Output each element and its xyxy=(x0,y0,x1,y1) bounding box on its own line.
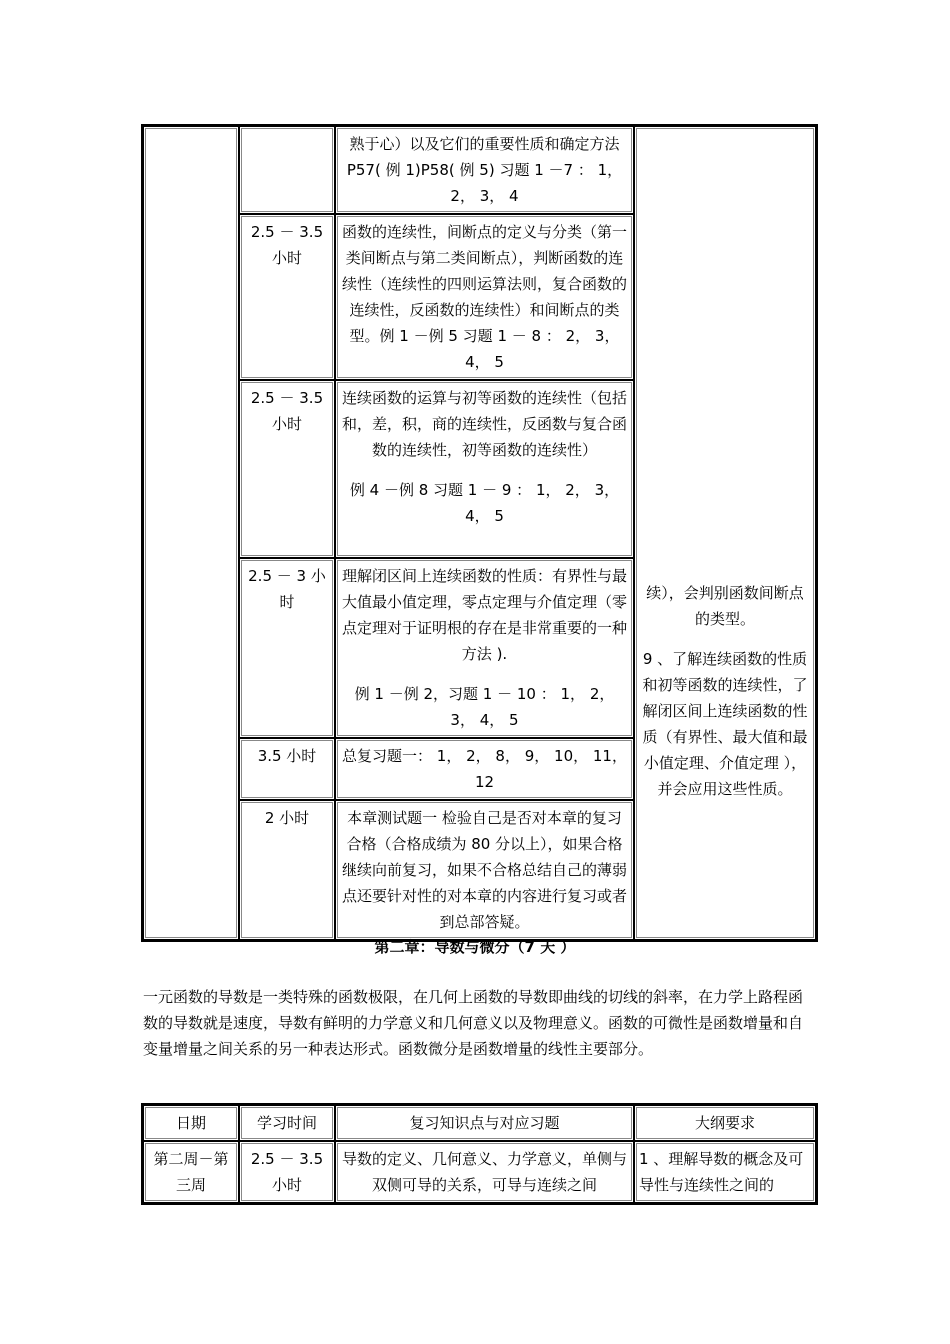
chapter-intro-paragraph: 一元函数的导数是一类特殊的函数极限，在几何上函数的导数即曲线的切线的斜率，在力学上路程函数的导数就是速度，导数有鲜明的力学意义和几何意义以及物理意义。函数的可微性是函数增量和自变量增量之间关系的另一种表达形式。函数微分是函数增量的线性主要部分。 xyxy=(143,988,804,1058)
time-cell: 2 小时 xyxy=(239,800,335,940)
content-cell: 熟于心）以及它们的重要性质和确定方法 P57( 例 1)P58( 例 5) 习题 1 －7 ： 1， 2， 3， 4 xyxy=(335,126,634,214)
requirement-cell: 1 、理解导数的概念及可导性与连续性之间的 xyxy=(634,1141,816,1203)
requirement-text-a: 续），会判别函数间断点的类型。 xyxy=(646,584,804,628)
content-cell: 导数的定义、几何意义、力学意义，单侧与双侧可导的关系，可导与连续之间 xyxy=(335,1141,634,1203)
header-date: 日期 xyxy=(143,1105,239,1141)
requirement-cell xyxy=(634,126,816,940)
content-cell xyxy=(335,558,634,738)
content-paragraph: 连续函数的运算与初等函数的连续性（包括和，差，积，商的连续性，反函数与复合函数的连续性，初等函数的连续性） xyxy=(341,389,627,459)
time-cell: 3.5 小时 xyxy=(239,738,335,800)
header-requirement: 大纲要求 xyxy=(634,1105,816,1141)
time-cell xyxy=(239,126,335,214)
content-cell: 本章测试题一 检验自己是否对本章的复习合格（合格成绩为 80 分以上），如果合格继续向前复习，如果不合格总结自己的薄弱点还要针对性的对本章的内容进行复习或者到总部答疑。 xyxy=(335,800,634,940)
time-cell: 2.5 － 3.5 小时 xyxy=(239,380,335,558)
content-cell: 总复习题一： 1， 2， 8， 9， 10， 11， 12 xyxy=(335,738,634,800)
content-exercises: 例 1 －例 2，习题 1 － 10 ： 1， 2， 3， 4， 5 xyxy=(354,685,615,729)
time-cell: 2.5 － 3 小时 xyxy=(239,558,335,738)
content-cell: 函数的连续性，间断点的定义与分类（第一类间断点与第二类间断点），判断函数的连续性（连续性的四则运算法则，复合函数的连续性，反函数的连续性）和间断点的类型。例 1 －例 5 习题 1 － 8 ： 2， 3， 4， 5 xyxy=(335,214,634,380)
content-paragraph: 理解闭区间上连续函数的性质：有界性与最大值最小值定理，零点定理与介值定理（零点定理对于证明根的存在是非常重要的一种方法 ). xyxy=(341,567,627,663)
chapter1-schedule-table xyxy=(141,124,818,942)
date-cell: 第二周－第三周 xyxy=(143,1141,239,1203)
time-cell: 2.5 － 3.5 小时 xyxy=(239,214,335,380)
date-cell-empty xyxy=(143,126,239,940)
content-cell xyxy=(335,380,634,558)
content-exercises: 例 4 －例 8 习题 1 － 9 ： 1， 2， 3， 4， 5 xyxy=(349,481,620,525)
chapter-title: 第二章：导数与微分（7 天 ） xyxy=(374,938,576,956)
header-time: 学习时间 xyxy=(239,1105,335,1141)
header-content: 复习知识点与对应习题 xyxy=(335,1105,634,1141)
requirement-text-b: 9 、了解连续函数的性质和初等函数的连续性，了解闭区间上连续函数的性质（有界性、最大值和最小值定理、介值定理 ），并会应用这些性质。 xyxy=(642,650,808,798)
time-cell: 2.5 － 3.5 小时 xyxy=(239,1141,335,1203)
chapter2-schedule-table xyxy=(141,1103,818,1205)
